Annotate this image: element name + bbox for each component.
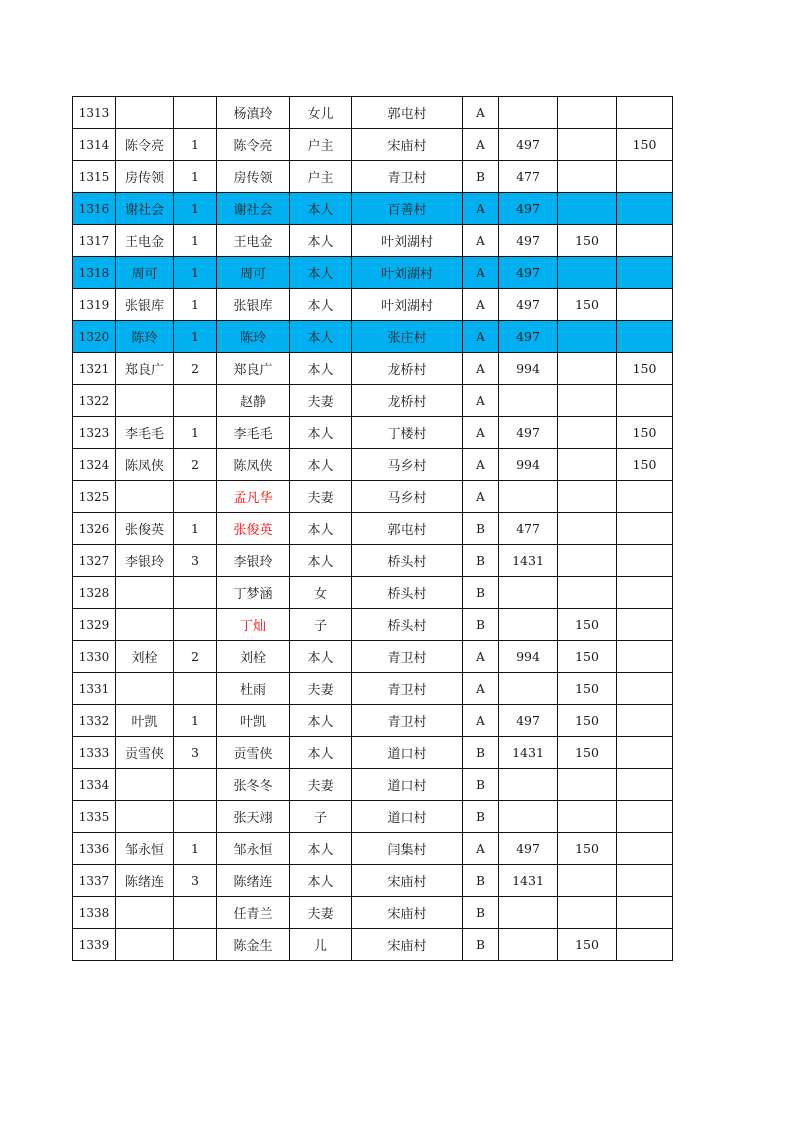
grade-cell: B	[463, 545, 499, 577]
subsidy-a-cell: 150	[558, 225, 617, 257]
serial-number-cell: 1334	[73, 769, 116, 801]
subsidy-a-cell	[558, 417, 617, 449]
village-cell: 郭屯村	[352, 513, 463, 545]
subsidy-a-cell: 150	[558, 609, 617, 641]
grade-cell: A	[463, 449, 499, 481]
village-cell: 叶刘湖村	[352, 289, 463, 321]
household-head-cell: 周可	[116, 257, 174, 289]
subsidy-b-cell	[617, 865, 673, 897]
table-row	[73, 129, 673, 161]
member-count-cell	[174, 385, 217, 417]
serial-number-cell: 1316	[73, 193, 116, 225]
subsidy-b-cell: 150	[617, 129, 673, 161]
village-cell: 青卫村	[352, 641, 463, 673]
grade-cell: A	[463, 321, 499, 353]
table-row	[73, 865, 673, 897]
relation-cell: 户主	[290, 129, 352, 161]
grade-cell: A	[463, 641, 499, 673]
grade-cell: B	[463, 929, 499, 961]
amount-cell: 497	[499, 417, 558, 449]
table-row	[73, 929, 673, 961]
household-head-cell: 郑良广	[116, 353, 174, 385]
member-name-cell: 周可	[217, 257, 290, 289]
member-name-cell: 张俊英	[217, 513, 290, 545]
household-head-cell: 陈令亮	[116, 129, 174, 161]
subsidy-a-cell	[558, 769, 617, 801]
member-name-cell: 赵静	[217, 385, 290, 417]
amount-cell	[499, 769, 558, 801]
member-count-cell	[174, 897, 217, 929]
subsidy-b-cell	[617, 737, 673, 769]
grade-cell: B	[463, 897, 499, 929]
table-row	[73, 833, 673, 865]
member-count-cell	[174, 769, 217, 801]
member-count-cell: 1	[174, 129, 217, 161]
village-cell: 马乡村	[352, 481, 463, 513]
relation-cell: 夫妻	[290, 385, 352, 417]
relation-cell: 本人	[290, 545, 352, 577]
household-head-cell: 陈凤侠	[116, 449, 174, 481]
member-count-cell	[174, 609, 217, 641]
subsidy-a-cell	[558, 545, 617, 577]
subsidy-b-cell	[617, 545, 673, 577]
subsidy-b-cell	[617, 257, 673, 289]
member-name-cell: 张冬冬	[217, 769, 290, 801]
member-name-cell: 任青兰	[217, 897, 290, 929]
subsidy-a-cell: 150	[558, 929, 617, 961]
subsidy-a-cell	[558, 897, 617, 929]
village-cell: 道口村	[352, 737, 463, 769]
subsidy-a-cell	[558, 513, 617, 545]
village-cell: 马乡村	[352, 449, 463, 481]
member-count-cell: 1	[174, 513, 217, 545]
village-cell: 丁楼村	[352, 417, 463, 449]
grade-cell: A	[463, 833, 499, 865]
member-name-cell: 陈玲	[217, 321, 290, 353]
serial-number-cell: 1323	[73, 417, 116, 449]
relation-cell: 本人	[290, 737, 352, 769]
serial-number-cell: 1339	[73, 929, 116, 961]
serial-number-cell: 1328	[73, 577, 116, 609]
member-name-cell: 陈令亮	[217, 129, 290, 161]
member-count-cell: 1	[174, 225, 217, 257]
relation-cell: 儿	[290, 929, 352, 961]
member-name-cell: 谢社会	[217, 193, 290, 225]
member-name-cell: 张银库	[217, 289, 290, 321]
table-row	[73, 193, 673, 225]
serial-number-cell: 1317	[73, 225, 116, 257]
relation-cell: 子	[290, 609, 352, 641]
grade-cell: B	[463, 161, 499, 193]
village-cell: 宋庙村	[352, 929, 463, 961]
amount-cell: 497	[499, 129, 558, 161]
member-count-cell: 2	[174, 449, 217, 481]
village-cell: 青卫村	[352, 673, 463, 705]
amount-cell: 497	[499, 257, 558, 289]
household-head-cell: 张银库	[116, 289, 174, 321]
grade-cell: B	[463, 513, 499, 545]
serial-number-cell: 1327	[73, 545, 116, 577]
table-row	[73, 481, 673, 513]
subsidy-a-cell	[558, 353, 617, 385]
household-head-cell: 叶凯	[116, 705, 174, 737]
member-count-cell: 1	[174, 833, 217, 865]
household-head-cell: 陈绪连	[116, 865, 174, 897]
grade-cell: A	[463, 193, 499, 225]
village-cell: 宋庙村	[352, 129, 463, 161]
member-count-cell: 2	[174, 353, 217, 385]
relation-cell: 女	[290, 577, 352, 609]
village-cell: 郭屯村	[352, 97, 463, 129]
subsidy-b-cell	[617, 897, 673, 929]
relation-cell: 本人	[290, 513, 352, 545]
grade-cell: A	[463, 257, 499, 289]
table-row	[73, 705, 673, 737]
household-head-cell	[116, 481, 174, 513]
member-name-cell: 陈绪连	[217, 865, 290, 897]
relation-cell: 本人	[290, 417, 352, 449]
relation-cell: 夫妻	[290, 673, 352, 705]
grade-cell: A	[463, 289, 499, 321]
serial-number-cell: 1322	[73, 385, 116, 417]
village-cell: 叶刘湖村	[352, 257, 463, 289]
amount-cell	[499, 385, 558, 417]
table-row	[73, 97, 673, 129]
amount-cell: 994	[499, 353, 558, 385]
amount-cell: 497	[499, 321, 558, 353]
household-head-cell	[116, 385, 174, 417]
household-head-cell: 房传领	[116, 161, 174, 193]
subsidy-a-cell	[558, 801, 617, 833]
relation-cell: 本人	[290, 705, 352, 737]
amount-cell	[499, 801, 558, 833]
subsidy-b-cell	[617, 513, 673, 545]
village-cell: 龙桥村	[352, 353, 463, 385]
village-cell: 龙桥村	[352, 385, 463, 417]
relation-cell: 本人	[290, 353, 352, 385]
grade-cell: B	[463, 801, 499, 833]
village-cell: 宋庙村	[352, 865, 463, 897]
member-name-cell: 陈凤侠	[217, 449, 290, 481]
serial-number-cell: 1332	[73, 705, 116, 737]
member-name-cell: 房传领	[217, 161, 290, 193]
subsidy-b-cell	[617, 833, 673, 865]
serial-number-cell: 1313	[73, 97, 116, 129]
member-name-cell: 杜雨	[217, 673, 290, 705]
subsidy-a-cell	[558, 321, 617, 353]
serial-number-cell: 1315	[73, 161, 116, 193]
relation-cell: 本人	[290, 193, 352, 225]
household-head-cell: 谢社会	[116, 193, 174, 225]
amount-cell: 497	[499, 833, 558, 865]
amount-cell: 497	[499, 193, 558, 225]
subsidy-a-cell: 150	[558, 705, 617, 737]
subsidy-a-cell	[558, 577, 617, 609]
subsidy-b-cell	[617, 289, 673, 321]
relation-cell: 本人	[290, 225, 352, 257]
subsidy-b-cell	[617, 769, 673, 801]
serial-number-cell: 1320	[73, 321, 116, 353]
subsidy-b-cell	[617, 673, 673, 705]
member-name-cell: 陈金生	[217, 929, 290, 961]
member-name-cell: 邹永恒	[217, 833, 290, 865]
serial-number-cell: 1337	[73, 865, 116, 897]
subsidy-b-cell	[617, 193, 673, 225]
table-row	[73, 417, 673, 449]
subsidy-b-cell: 150	[617, 449, 673, 481]
member-count-cell: 3	[174, 737, 217, 769]
subsidy-a-cell: 150	[558, 673, 617, 705]
relation-cell: 子	[290, 801, 352, 833]
table-row	[73, 161, 673, 193]
subsidy-a-cell	[558, 97, 617, 129]
household-head-cell: 刘栓	[116, 641, 174, 673]
member-name-cell: 郑良广	[217, 353, 290, 385]
amount-cell: 497	[499, 705, 558, 737]
member-name-cell: 李银玲	[217, 545, 290, 577]
serial-number-cell: 1335	[73, 801, 116, 833]
member-name-cell: 李毛毛	[217, 417, 290, 449]
amount-cell	[499, 929, 558, 961]
serial-number-cell: 1321	[73, 353, 116, 385]
household-head-cell	[116, 577, 174, 609]
grade-cell: B	[463, 769, 499, 801]
member-name-cell: 刘栓	[217, 641, 290, 673]
household-head-cell	[116, 929, 174, 961]
member-name-cell: 贡雪侠	[217, 737, 290, 769]
serial-number-cell: 1318	[73, 257, 116, 289]
village-cell: 百善村	[352, 193, 463, 225]
amount-cell: 477	[499, 513, 558, 545]
relation-cell: 女儿	[290, 97, 352, 129]
subsidy-a-cell	[558, 129, 617, 161]
member-name-cell: 王电金	[217, 225, 290, 257]
village-cell: 叶刘湖村	[352, 225, 463, 257]
grade-cell: B	[463, 865, 499, 897]
table-row	[73, 225, 673, 257]
serial-number-cell: 1325	[73, 481, 116, 513]
relation-cell: 夫妻	[290, 481, 352, 513]
amount-cell	[499, 897, 558, 929]
subsidy-a-cell	[558, 449, 617, 481]
member-count-cell	[174, 97, 217, 129]
subsidy-a-cell: 150	[558, 289, 617, 321]
amount-cell: 497	[499, 225, 558, 257]
relation-cell: 夫妻	[290, 897, 352, 929]
subsidy-b-cell	[617, 385, 673, 417]
village-cell: 青卫村	[352, 161, 463, 193]
relation-cell: 户主	[290, 161, 352, 193]
table-row	[73, 577, 673, 609]
subsidy-b-cell	[617, 225, 673, 257]
village-cell: 张庄村	[352, 321, 463, 353]
subsidy-a-cell	[558, 193, 617, 225]
relation-cell: 本人	[290, 641, 352, 673]
table-row	[73, 321, 673, 353]
subsidy-b-cell	[617, 801, 673, 833]
village-cell: 青卫村	[352, 705, 463, 737]
subsidy-a-cell: 150	[558, 737, 617, 769]
member-count-cell: 1	[174, 289, 217, 321]
household-head-cell	[116, 769, 174, 801]
household-head-cell: 贡雪侠	[116, 737, 174, 769]
subsidy-b-cell: 150	[617, 417, 673, 449]
member-count-cell: 1	[174, 705, 217, 737]
amount-cell: 1431	[499, 865, 558, 897]
subsidy-b-cell	[617, 97, 673, 129]
serial-number-cell: 1338	[73, 897, 116, 929]
subsidy-b-cell	[617, 929, 673, 961]
village-cell: 桥头村	[352, 609, 463, 641]
relation-cell: 本人	[290, 833, 352, 865]
household-head-cell	[116, 897, 174, 929]
grade-cell: A	[463, 97, 499, 129]
member-count-cell: 3	[174, 865, 217, 897]
household-head-cell: 李银玲	[116, 545, 174, 577]
household-head-cell	[116, 97, 174, 129]
table-row	[73, 609, 673, 641]
subsidy-b-cell	[617, 577, 673, 609]
subsidy-b-cell	[617, 481, 673, 513]
subsidy-a-cell	[558, 385, 617, 417]
grade-cell: A	[463, 225, 499, 257]
table-row	[73, 289, 673, 321]
member-name-cell: 叶凯	[217, 705, 290, 737]
serial-number-cell: 1331	[73, 673, 116, 705]
subsidy-a-cell	[558, 481, 617, 513]
relation-cell: 夫妻	[290, 769, 352, 801]
grade-cell: A	[463, 673, 499, 705]
amount-cell: 497	[499, 289, 558, 321]
grade-cell: A	[463, 385, 499, 417]
serial-number-cell: 1314	[73, 129, 116, 161]
member-count-cell	[174, 929, 217, 961]
table-row	[73, 769, 673, 801]
relation-cell: 本人	[290, 865, 352, 897]
subsidy-a-cell	[558, 257, 617, 289]
grade-cell: A	[463, 417, 499, 449]
amount-cell: 1431	[499, 545, 558, 577]
amount-cell: 1431	[499, 737, 558, 769]
table-row	[73, 801, 673, 833]
table-row	[73, 641, 673, 673]
member-name-cell: 张天翊	[217, 801, 290, 833]
grade-cell: B	[463, 737, 499, 769]
member-count-cell	[174, 481, 217, 513]
amount-cell	[499, 673, 558, 705]
table-row	[73, 513, 673, 545]
subsidy-a-cell: 150	[558, 641, 617, 673]
member-name-cell: 丁梦涵	[217, 577, 290, 609]
roster-table	[72, 96, 673, 961]
grade-cell: A	[463, 705, 499, 737]
amount-cell	[499, 97, 558, 129]
amount-cell	[499, 609, 558, 641]
village-cell: 宋庙村	[352, 897, 463, 929]
table-row	[73, 257, 673, 289]
household-head-cell	[116, 673, 174, 705]
roster-body	[73, 97, 673, 961]
member-count-cell: 1	[174, 321, 217, 353]
grade-cell: B	[463, 609, 499, 641]
amount-cell	[499, 577, 558, 609]
member-count-cell	[174, 801, 217, 833]
subsidy-b-cell	[617, 161, 673, 193]
relation-cell: 本人	[290, 257, 352, 289]
serial-number-cell: 1326	[73, 513, 116, 545]
member-count-cell	[174, 673, 217, 705]
household-head-cell: 李毛毛	[116, 417, 174, 449]
serial-number-cell: 1333	[73, 737, 116, 769]
subsidy-a-cell: 150	[558, 833, 617, 865]
household-head-cell: 王电金	[116, 225, 174, 257]
table-row	[73, 385, 673, 417]
member-name-cell: 杨滇玲	[217, 97, 290, 129]
member-name-cell: 丁灿	[217, 609, 290, 641]
relation-cell: 本人	[290, 289, 352, 321]
household-head-cell: 陈玲	[116, 321, 174, 353]
serial-number-cell: 1330	[73, 641, 116, 673]
household-head-cell: 邹永恒	[116, 833, 174, 865]
grade-cell: A	[463, 481, 499, 513]
household-head-cell: 张俊英	[116, 513, 174, 545]
subsidy-b-cell	[617, 705, 673, 737]
table-row	[73, 673, 673, 705]
table-row	[73, 449, 673, 481]
grade-cell: A	[463, 353, 499, 385]
serial-number-cell: 1336	[73, 833, 116, 865]
member-count-cell: 2	[174, 641, 217, 673]
village-cell: 闫集村	[352, 833, 463, 865]
table-row	[73, 737, 673, 769]
village-cell: 道口村	[352, 801, 463, 833]
grade-cell: B	[463, 577, 499, 609]
village-cell: 桥头村	[352, 577, 463, 609]
subsidy-a-cell	[558, 161, 617, 193]
subsidy-b-cell	[617, 641, 673, 673]
household-head-cell	[116, 609, 174, 641]
subsidy-b-cell	[617, 321, 673, 353]
table-row	[73, 897, 673, 929]
member-name-cell: 孟凡华	[217, 481, 290, 513]
member-count-cell: 3	[174, 545, 217, 577]
member-count-cell: 1	[174, 193, 217, 225]
subsidy-b-cell: 150	[617, 353, 673, 385]
member-count-cell	[174, 577, 217, 609]
relation-cell: 本人	[290, 449, 352, 481]
subsidy-b-cell	[617, 609, 673, 641]
member-count-cell: 1	[174, 161, 217, 193]
relation-cell: 本人	[290, 321, 352, 353]
amount-cell: 994	[499, 449, 558, 481]
village-cell: 桥头村	[352, 545, 463, 577]
amount-cell: 994	[499, 641, 558, 673]
household-head-cell	[116, 801, 174, 833]
member-count-cell: 1	[174, 257, 217, 289]
member-count-cell: 1	[174, 417, 217, 449]
village-cell: 道口村	[352, 769, 463, 801]
subsidy-a-cell	[558, 865, 617, 897]
table-row	[73, 545, 673, 577]
serial-number-cell: 1329	[73, 609, 116, 641]
grade-cell: A	[463, 129, 499, 161]
serial-number-cell: 1319	[73, 289, 116, 321]
amount-cell	[499, 481, 558, 513]
amount-cell: 477	[499, 161, 558, 193]
table-row	[73, 353, 673, 385]
serial-number-cell: 1324	[73, 449, 116, 481]
